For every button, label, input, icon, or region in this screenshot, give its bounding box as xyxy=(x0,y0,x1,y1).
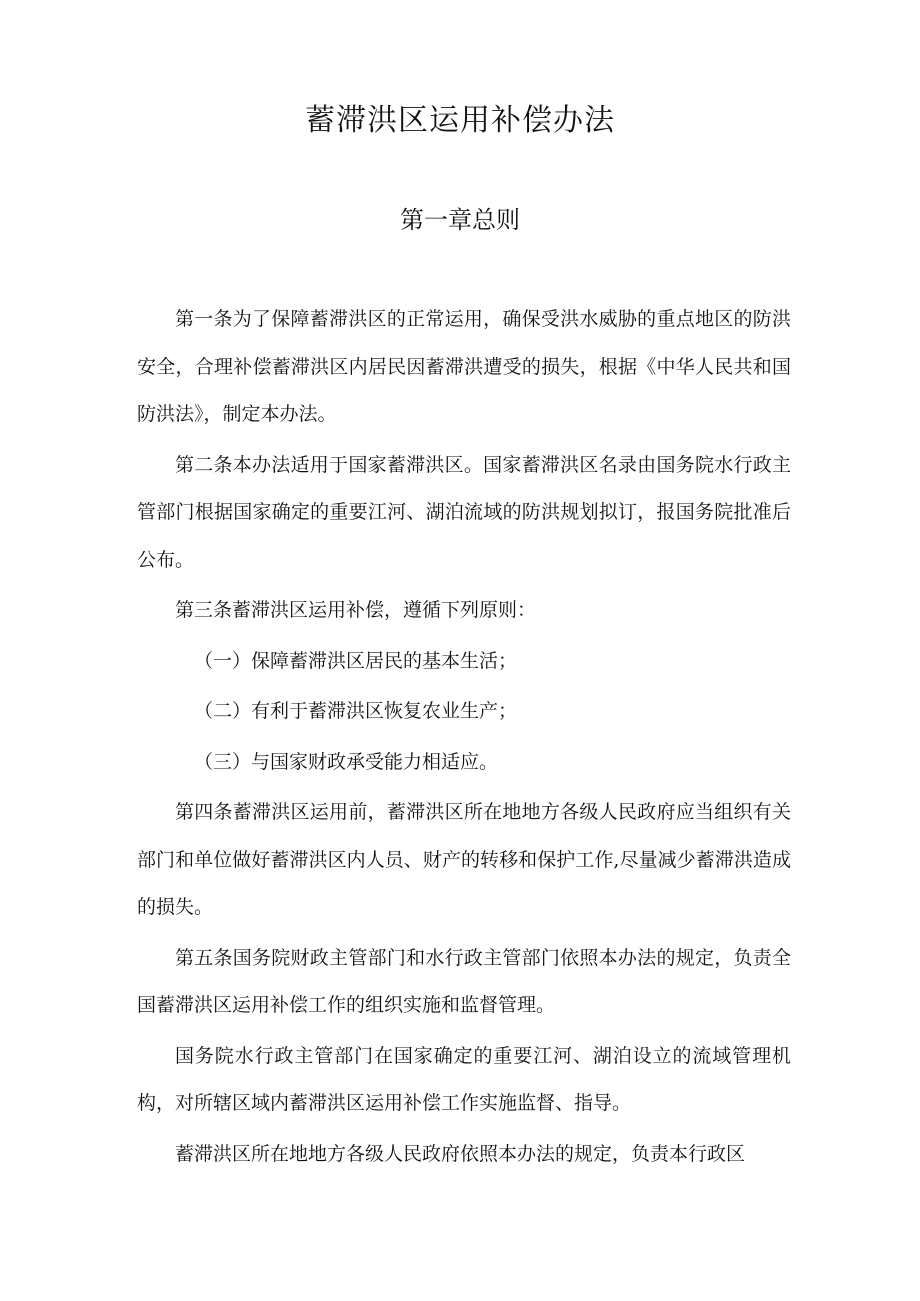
article-4-paragraph: 第四条蓄滞洪区运用前，蓄滞洪区所在地地方各级人民政府应当组织有关部门和单位做好蓄滞洪区内人员、财产的转移和保护工作,尽量减少蓄滞洪造成的损失。 xyxy=(137,801,791,918)
article-5-local-government-paragraph: 蓄滞洪区所在地地方各级人民政府依照本办法的规定，负责本行政区 xyxy=(175,1142,746,1165)
document-body xyxy=(137,296,791,1181)
article-5-paragraph: 第五条国务院财政主管部门和水行政主管部门依照本办法的规定，负责全国蓄滞洪区运用补偿工作的组织实施和监督管理。 xyxy=(137,946,791,1016)
article-2-paragraph: 第二条本办法适用于国家蓄滞洪区。国家蓄滞洪区名录由国务院水行政主管部门根据国家确定的重要江河、湖泊流域的防洪规划拟订，报国务院批准后公布。 xyxy=(137,453,791,571)
chapter-title: 第一章总则 xyxy=(400,206,520,234)
article-3-paragraph: 第三条蓄滞洪区运用补偿，遵循下列原则： xyxy=(175,599,537,621)
principle-1-item: （一）保障蓄滞洪区居民的基本生活； xyxy=(194,649,518,672)
principle-2-item: （二）有利于蓄滞洪区恢复农业生产； xyxy=(194,700,518,722)
article-1-paragraph: 第一条为了保障蓄滞洪区的正常运用，确保受洪水威胁的重点地区的防洪安全，合理补偿蓄滞洪区内居民因蓄滞洪遭受的损失，根据《中华人民共和国防洪法》，制定本办法。 xyxy=(137,308,791,425)
document-title: 蓄滞洪区运用补偿办法 xyxy=(305,103,615,138)
article-5-supervision-paragraph: 国务院水行政主管部门在国家确定的重要江河、湖泊设立的流域管理机构，对所辖区域内蓄滞洪区运用补偿工作实施监督、指导。 xyxy=(137,1044,791,1114)
principle-3-item: （三）与国家财政承受能力相适应。 xyxy=(194,750,499,773)
